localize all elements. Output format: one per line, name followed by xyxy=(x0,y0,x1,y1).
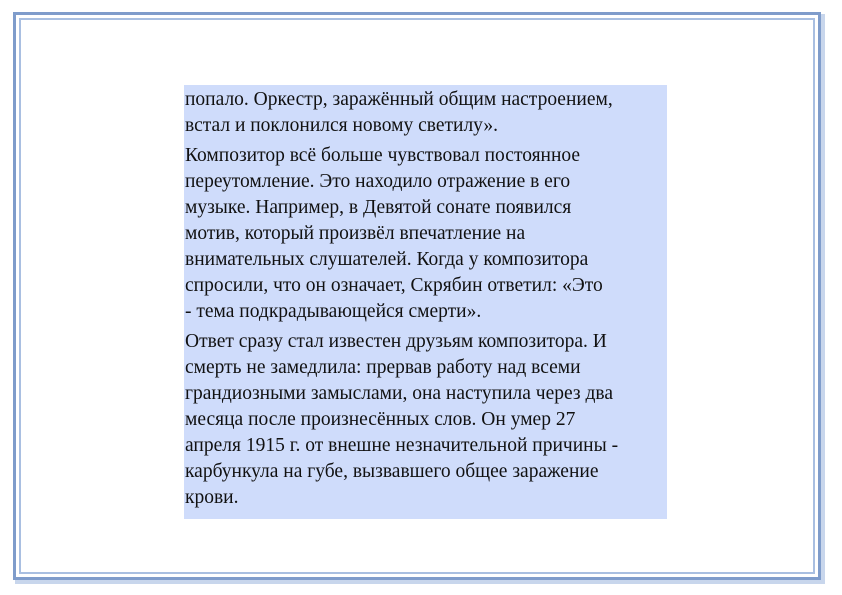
paragraph-2 xyxy=(185,143,666,325)
text-line: апреля 1915 г. от внешне незначительной причины - xyxy=(185,435,619,456)
frame-shadow-right xyxy=(821,14,825,582)
text-line: переутомление. Это находило отражение в его xyxy=(185,171,571,192)
paragraph-3 xyxy=(185,329,666,511)
text-line: карбункула на губе, вызвавшего общее заражение xyxy=(185,461,599,482)
text-line: спросили, что он означает, Скрябин ответил: «Это xyxy=(185,275,603,296)
text-line: грандиозными замыслами, она наступила через два xyxy=(185,383,614,404)
text-line: крови. xyxy=(185,487,239,508)
text-line: внимательных слушателей. Когда у композитора xyxy=(185,249,589,270)
text-line: мотив, который произвёл впечатление на xyxy=(185,223,526,244)
text-line: попало. Оркестр, заражённый общим настроением, xyxy=(185,89,613,110)
paragraph-1 xyxy=(185,87,666,139)
text-line: Ответ сразу стал известен друзьям композитора. И xyxy=(185,331,607,352)
text-line: встал и поклонился новому светилу». xyxy=(185,115,499,136)
text-line: месяца после произнесённых слов. Он умер 27 xyxy=(185,409,576,430)
frame-shadow-bottom xyxy=(15,580,825,584)
text-line: Композитор всё больше чувствовал постоянное xyxy=(185,145,581,166)
text-line: музыке. Например, в Девятой сонате появился xyxy=(185,197,572,218)
text-line: - тема подкрадывающейся смерти». xyxy=(185,301,482,322)
text-line: смерть не замедлила: прервав работу над всеми xyxy=(185,357,581,378)
text-box xyxy=(184,85,667,519)
